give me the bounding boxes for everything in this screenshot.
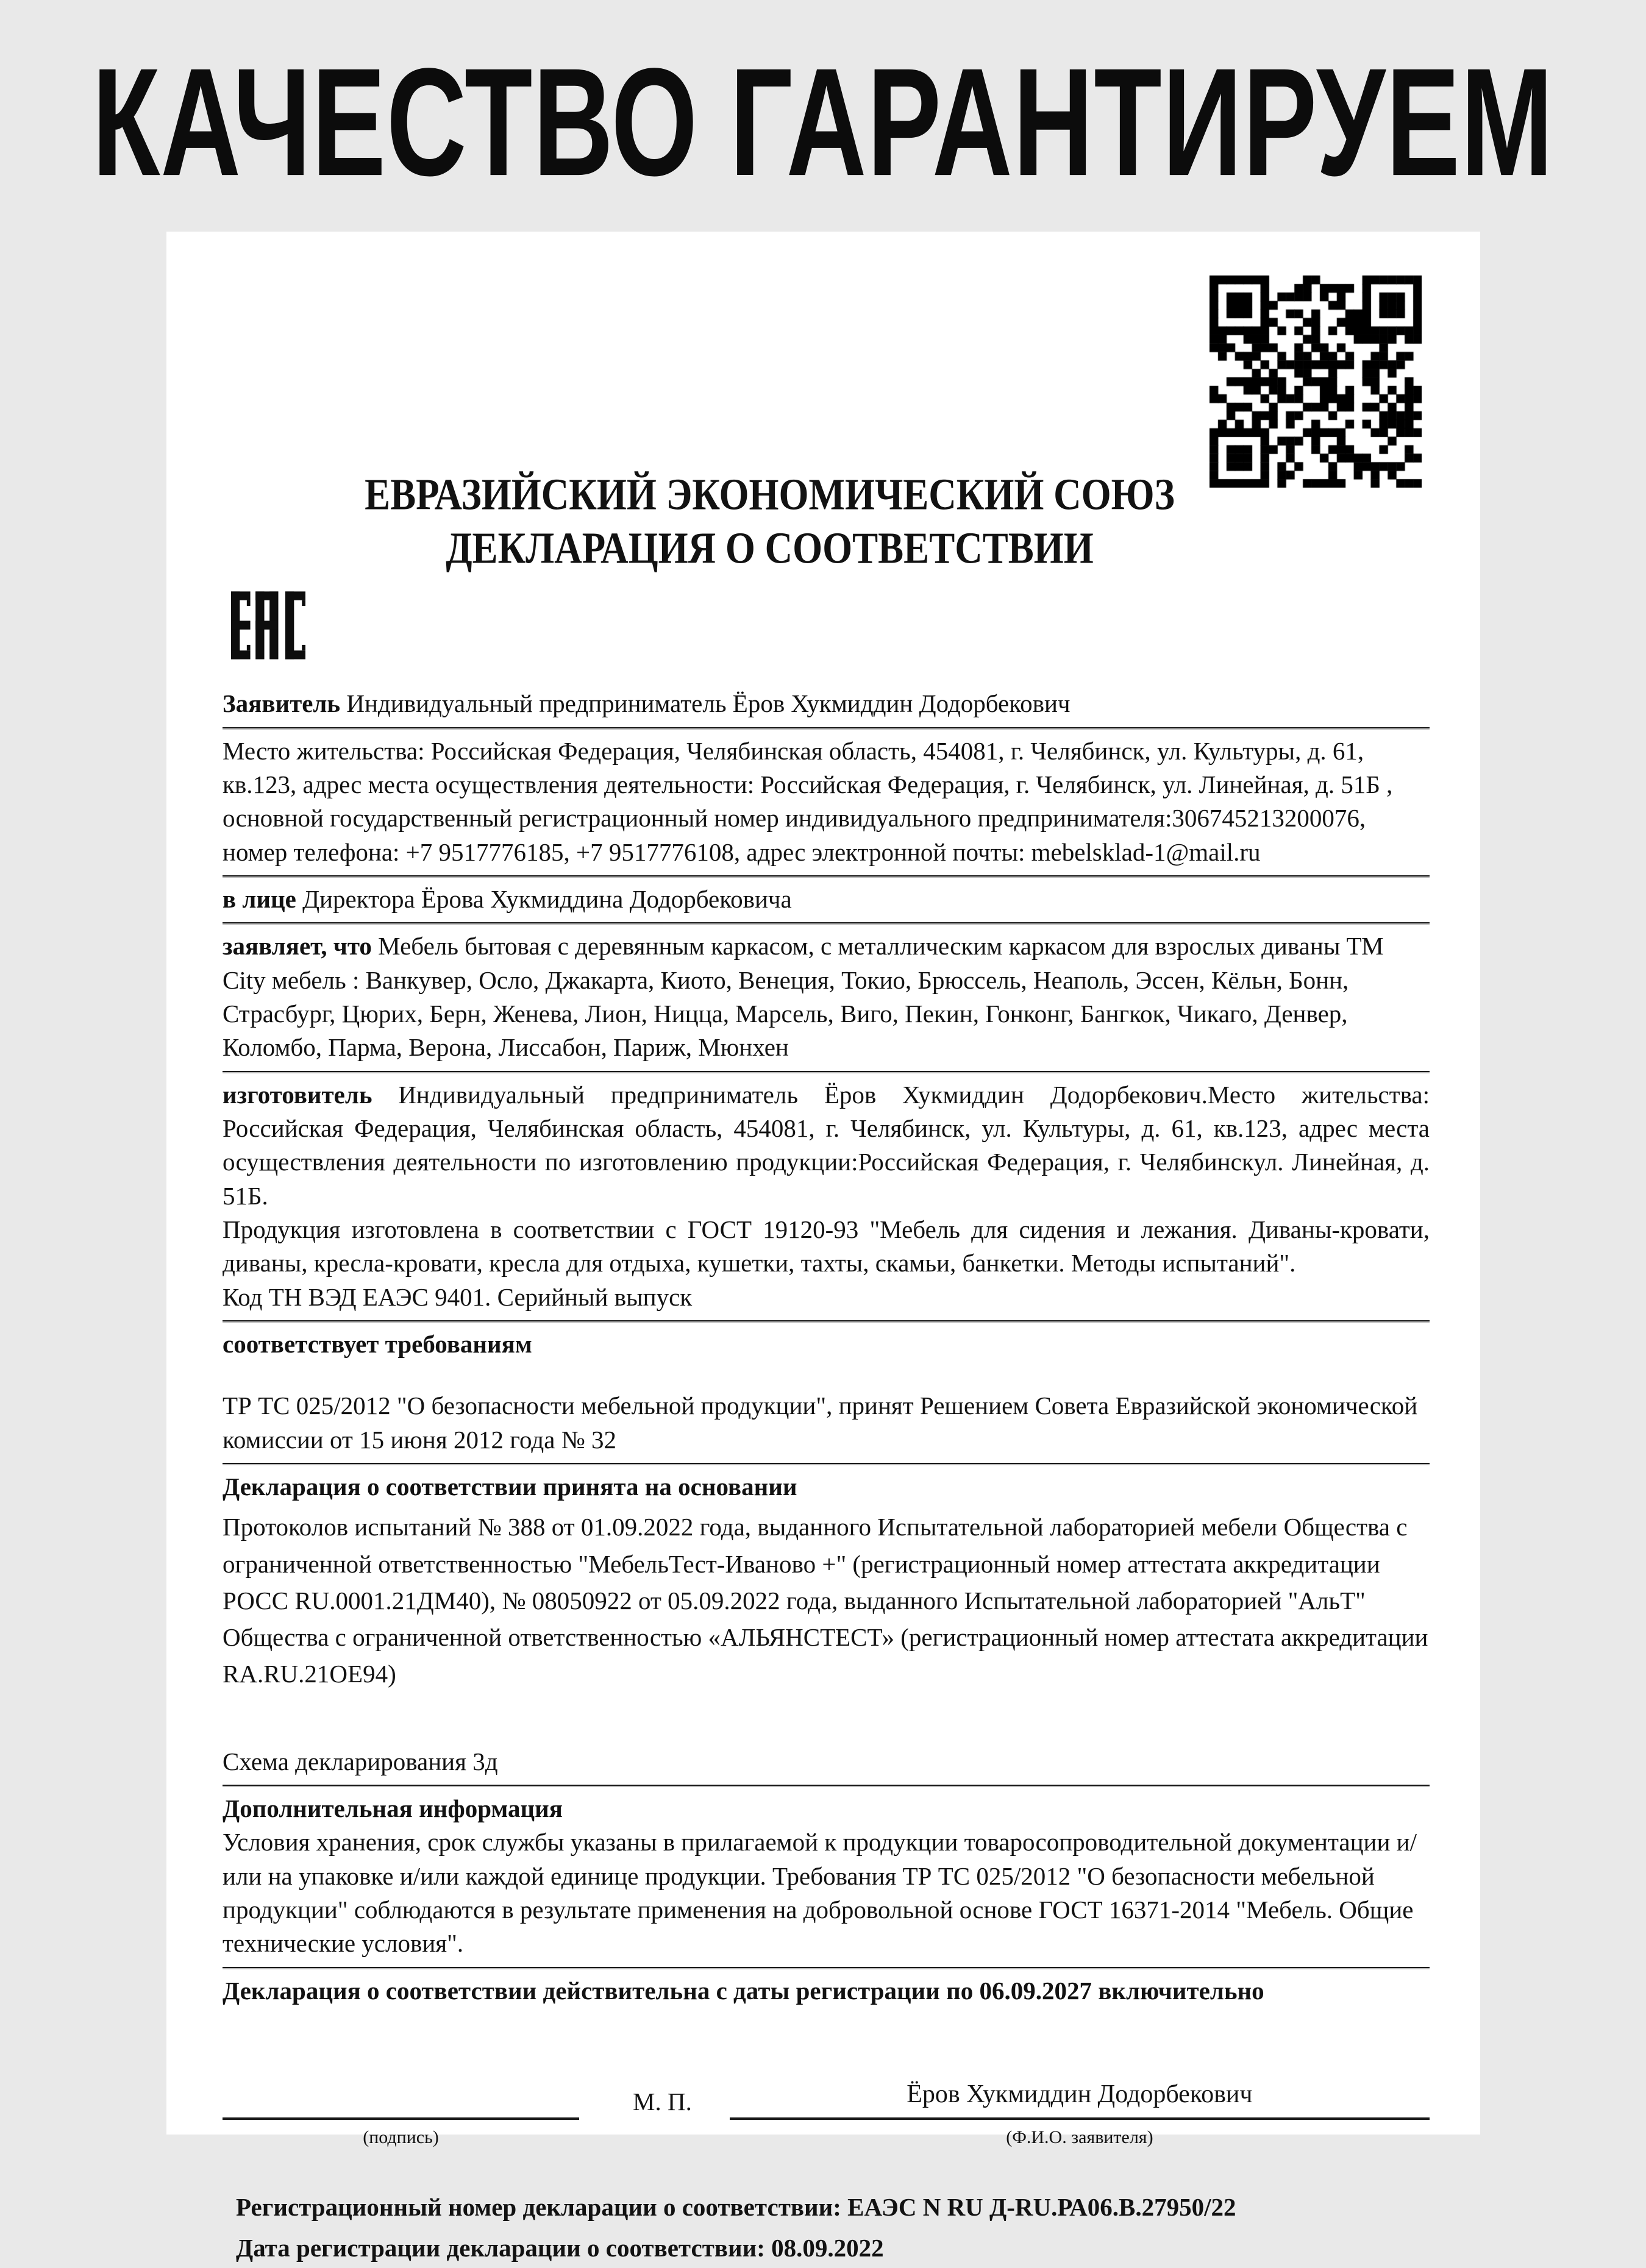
declares-value: Мебель бытовая с деревянным каркасом, с металлическим каркасом для взрослых диваны ТМ City мебель : Ванкувер, Осло, Джакарта, Киото, Венеция, Токио, Брюссель, Неаполь, Эссен, Кёльн, Бонн, Страсбург, Цюрих, Берн, Женева, Лион, Ницца, Марсель, Виго, Пекин, Гонконг, Бангкок, Чикаго, Денвер, Коломбо, Парма, Верона, Лиссабон, Париж, Мюнхен [223,932,1384,1062]
fio-value: Ёров Хукмиддин Додорбекович [907,2080,1253,2109]
document-title [223,468,1317,575]
registration-date-line: Дата регистрации декларации о соответствии: 08.09.2022 [236,2233,884,2262]
scheme-line: Схема декларирования 3д [223,1747,498,1776]
applicant-label: Заявитель [223,689,341,718]
stamp-place-label: М. П. [633,2088,692,2116]
additional-heading: Дополнительная информация [223,1794,563,1823]
divider [223,922,1430,925]
divider [223,727,1430,730]
protocols-paragraph: Протоколов испытаний № 388 от 01.09.2022 года, выданного Испытательной лабораторией мебели Общества с ограниченной ответственностью "МебельТест-Иваново +" (регистрационный номер аттестата аккредитации РОСС RU.0001.21ДМ40), № 08050922 от 05.09.2022 года, выданного Испытательной лабораторией "АльТ" Общества с ограниченной ответственностью «АЛЬЯНСТЕСТ» (регистрационный номер аттестата аккредитации RA.RU.21ОЕ94) [223,1513,1428,1688]
divider [223,1071,1430,1073]
tnved-line: Код ТН ВЭД ЕАЭС 9401. Серийный выпуск [223,1282,693,1311]
manufacturer-label: изготовитель [223,1080,372,1109]
document-title-line1: ЕВРАЗИЙСКИЙ ЭКОНОМИЧЕСКИЙ СОЮЗ [365,469,1175,519]
divider [223,875,1430,878]
basis-heading: Декларация о соответствии принята на основании [223,1473,797,1501]
complies-heading: соответствует требованиям [223,1330,532,1359]
document-title-line2: ДЕКЛАРАЦИЯ О СООТВЕТСТВИИ [446,523,1094,573]
banner-title: КАЧЕСТВО ГАРАНТИРУЕМ [92,36,1554,208]
declares-label: заявляет, что [223,932,372,961]
signature-line [223,2117,579,2120]
divider [223,1320,1430,1323]
divider [223,1967,1430,1969]
eac-mark-icon [231,576,305,675]
divider [223,1463,1430,1465]
applicant-line [223,687,1430,720]
manufacturer-paragraph [223,1078,1430,1213]
qr-code-image [1210,276,1422,488]
registration-footer [236,2187,1430,2268]
tr-ts-paragraph: ТР ТС 025/2012 "О безопасности мебельной продукции", принят Решением Совета Евразийской экономической комиссии от 15 июня 2012 года № 32 [223,1392,1418,1454]
signature-block [223,2080,1430,2148]
fio-caption: (Ф.И.О. заявителя) [1006,2127,1153,2148]
fio-line [730,2117,1430,2120]
in-person-label: в лице [223,884,296,913]
declaration-page [166,232,1480,2262]
registration-number-line: Регистрационный номер декларации о соответствии: ЕАЭС N RU Д-RU.РА06.В.27950/22 [236,2193,1236,2222]
manufacturer-value: Индивидуальный предприниматель Ёров Хукмиддин Додорбекович.Место жительства: Российская Федерация, Челябинская область, 454081, г. Челябинск, ул. Культуры, д. 61, кв.123, адрес места осуществления деятельности по изготовлению продукции:Российская Федерация, г. Челябинскул. Линейная, д. 51Б. [223,1080,1430,1210]
signature-caption: (подпись) [363,2127,439,2148]
in-person-value: Директора Ёрова Хукмиддина Додорбековича [302,884,792,913]
in-person-line [223,883,1430,916]
banner [0,30,1646,213]
gost-paragraph: Продукция изготовлена в соответствии с ГОСТ 19120-93 "Мебель для сидения и лежания. Диваны-кровати, диваны, кресла-кровати, кресла для отдыха, кушетки, тахты, скамьи, банкетки. Методы испытаний". [223,1215,1430,1278]
residence-paragraph: Место жительства: Российская Федерация, Челябинская область, 454081, г. Челябинск, ул. Культуры, д. 61, кв.123, адрес места осуществления деятельности: Российская Федерация, г. Челябинск, ул. Линейная, д. 51Б , основной государственный регистрационный номер индивидуального предпринимателя:306745213200076, номер телефона: +7 9517776185, +7 9517776108, адрес электронной почты: mebelsklad-1@mail.ru [223,736,1393,866]
signature-area [223,2117,579,2148]
validity-line: Декларация о соответствии действительна с даты регистрации по 06.09.2027 включительно [223,1976,1264,2005]
fio-area [730,2080,1430,2148]
applicant-value: Индивидуальный предприниматель Ёров Хукмиддин Додорбекович [346,689,1071,718]
additional-paragraph: Условия хранения, срок службы указаны в прилагаемой к продукции товаросопроводительной документации и/или на упаковке и/или каждой единице продукции. Требования ТР ТС 025/2012 "О безопасности мебельной продукции" соблюдаются в результате применения на добровольной основе ГОСТ 16371-2014 "Мебель. Общие технические условия". [223,1828,1417,1958]
divider [223,1785,1430,1787]
declares-paragraph [223,930,1430,1064]
